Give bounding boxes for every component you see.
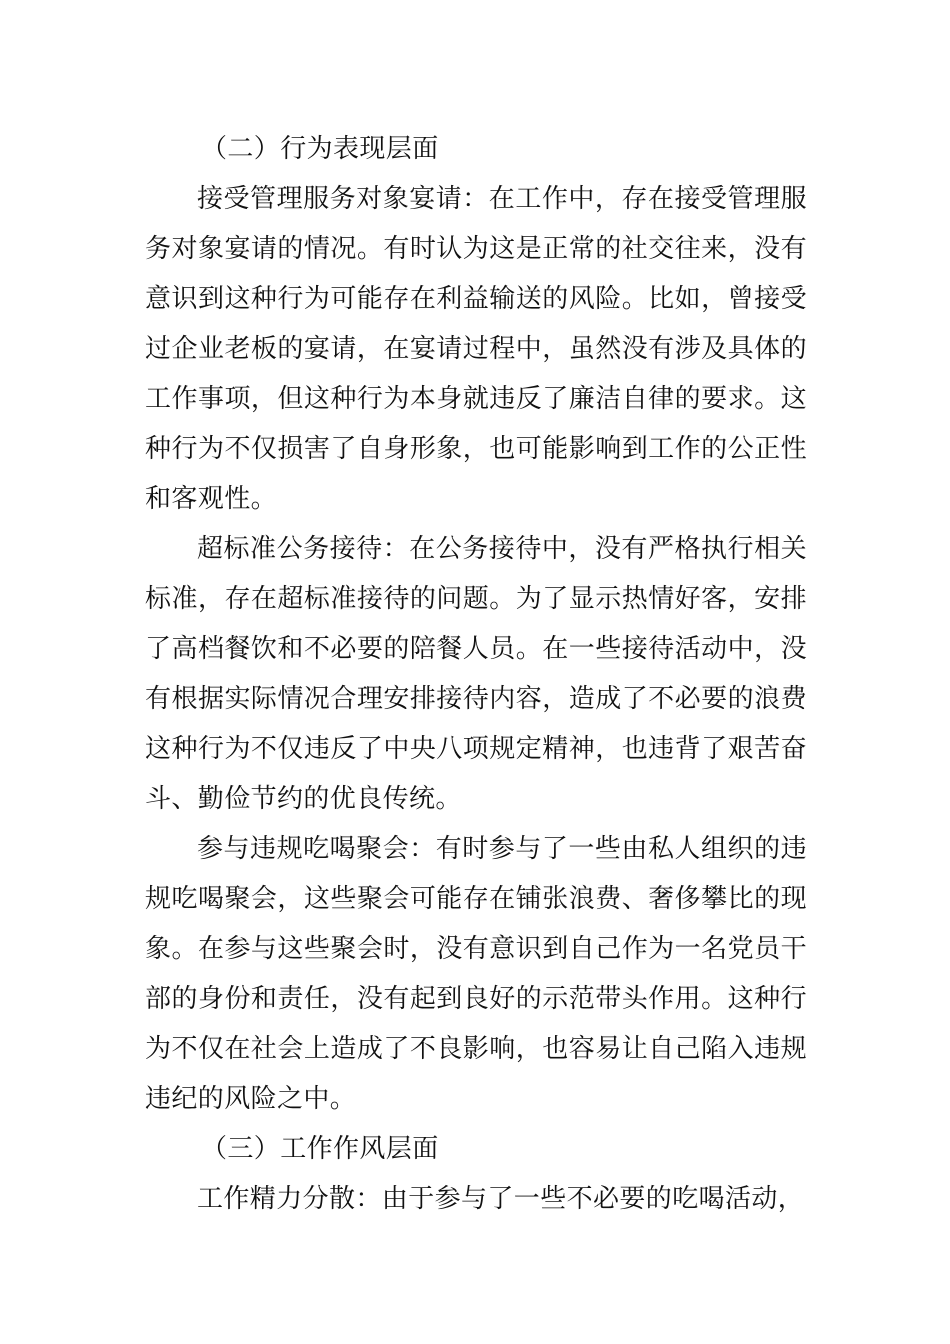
paragraph-distraction: 工作精力分散：由于参与了一些不必要的吃喝活动， <box>197 1184 805 1214</box>
paragraph-gathering: 参与违规吃喝聚会：有时参与了一些由私人组织的违规吃喝聚会，这些聚会可能存在铺张浪费、奢侈攀比的现象。在参与这些聚会时，没有意识到自己作为一名党员干部的身份和责任，没有起到良好的示范带头作用。这种行为不仅在社会上造成了不良影响，也容易让自己陷入违规违纪的风险之中。 <box>145 834 807 1114</box>
section-heading-work-style: （三）工作作风层面 <box>201 1134 439 1164</box>
paragraph-reception: 超标准公务接待：在公务接待中，没有严格执行相关标准，存在超标准接待的问题。为了显示热情好客，安排了高档餐饮和不必要的陪餐人员。在一些接待活动中，没有根据实际情况合理安排接待内容，造成了不必要的浪费这种行为不仅违反了中央八项规定精神，也违背了艰苦奋斗、勤俭节约的优良传统。 <box>145 534 807 814</box>
paragraph-banquet: 接受管理服务对象宴请：在工作中，存在接受管理服务对象宴请的情况。有时认为这是正常的社交往来，没有意识到这种行为可能存在利益输送的风险。比如，曾接受过企业老板的宴请，在宴请过程中，虽然没有涉及具体的工作事项，但这种行为本身就违反了廉洁自律的要求。这种行为不仅损害了自身形象，也可能影响到工作的公正性和客观性。 <box>145 184 807 514</box>
document-body <box>145 124 807 1224</box>
section-heading-behavior: （二）行为表现层面 <box>201 134 439 164</box>
